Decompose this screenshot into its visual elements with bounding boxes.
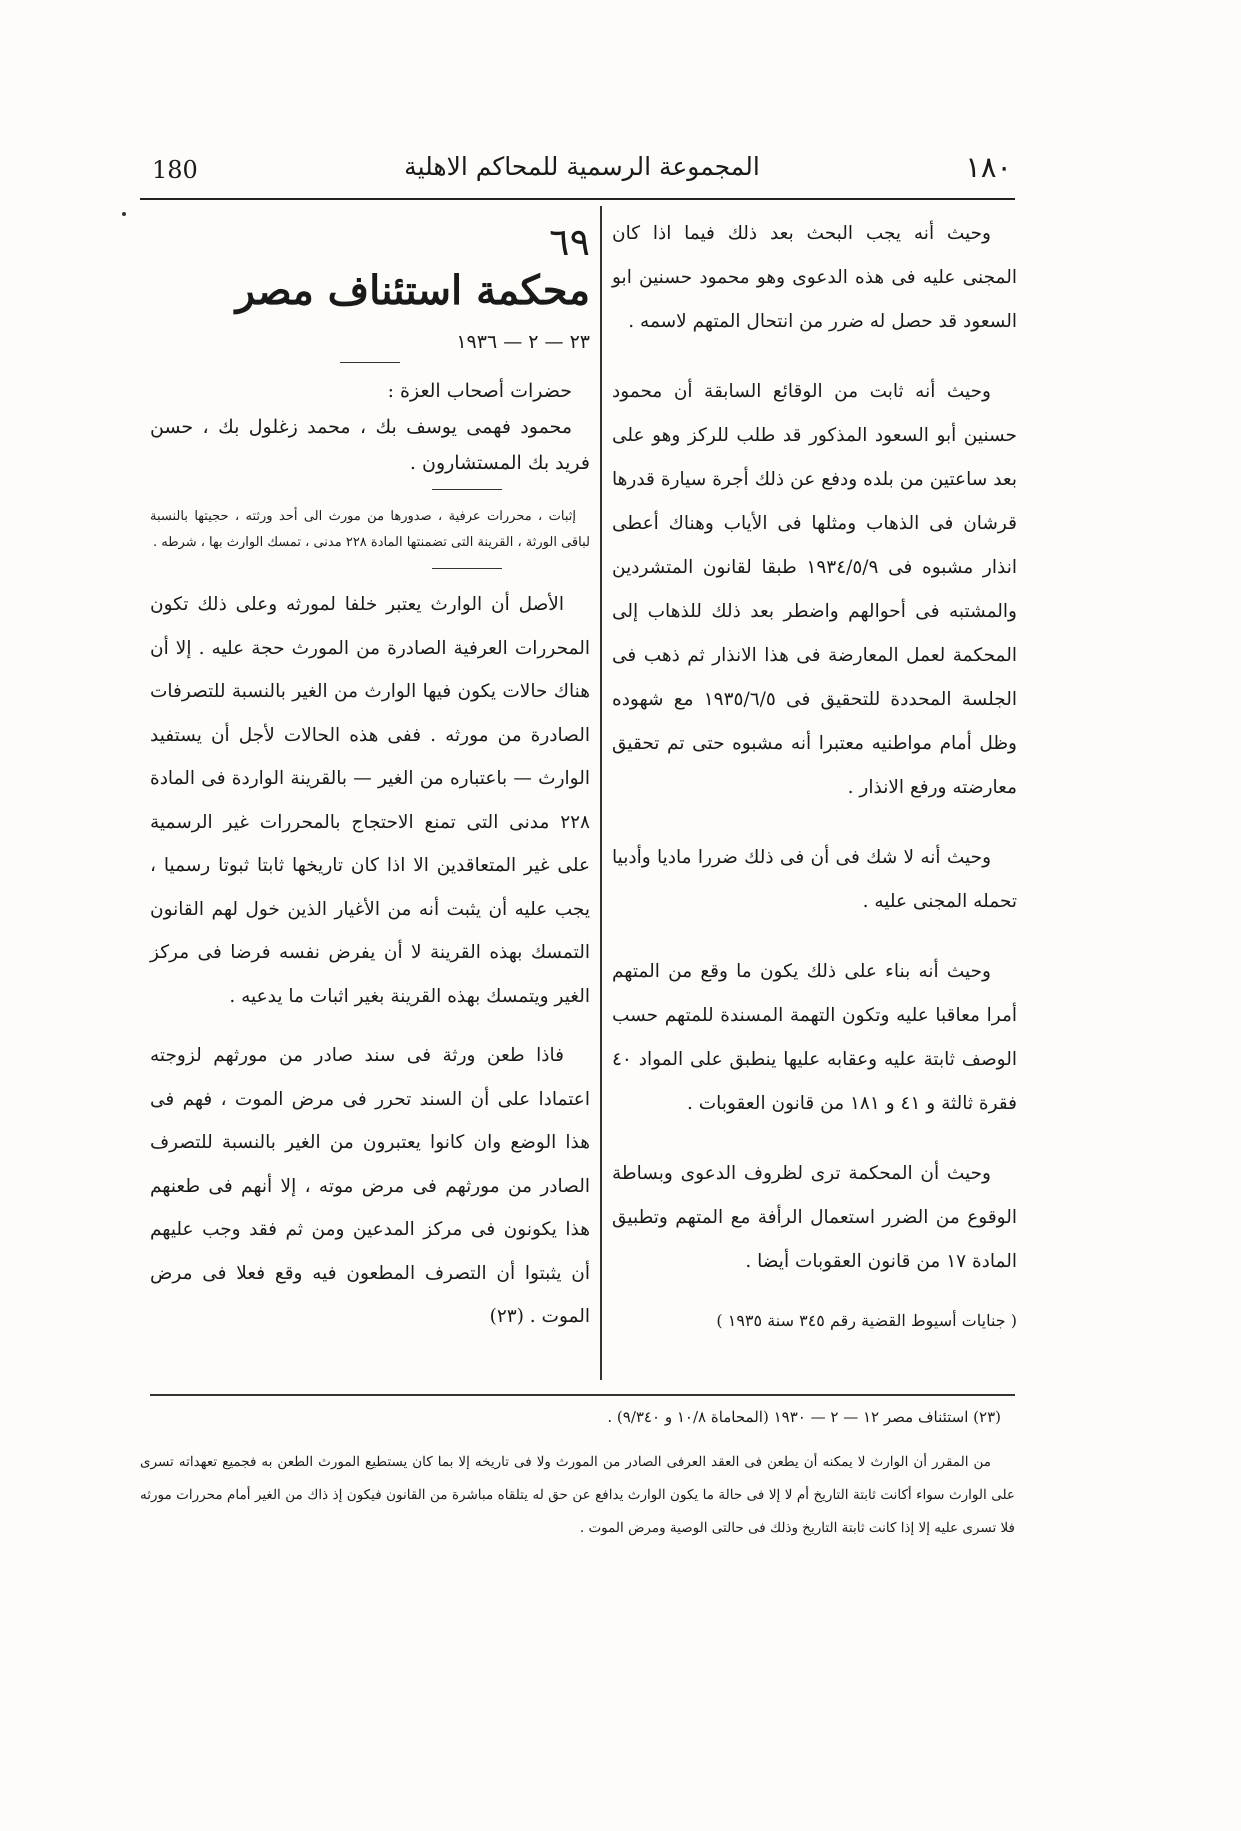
footnote-rule bbox=[150, 1394, 1015, 1396]
paragraph: وحيث أنه ثابت من الوقائع السابقة أن محمود حسنين أبو السعود المذكور قد طلب للركز وهو على بعد ساعتين من بلده ودفع عن ذلك أجرة سيارة قدرها قرشان فى الذهاب ومثلها فى الأياب وهناك أعطى انذار مشبوه فى ١٩٣٤/٥/٩ طبقا لقانون المتشردين والمشتبه فى أحوالهم واضطر بعد ذلك للذهاب إلى المحكمة لعمل المعارضة فى هذا الانذار ثم ذهب فى الجلسة المحددة للتحقيق فى ١٩٣٥/٦/٥ مع شهوده وظل أمام مواطنيه معتبرا أنه مشبوه حتى تم تحقيق معارضته ورفع الانذار . bbox=[612, 381, 1017, 798]
column-divider bbox=[600, 206, 602, 1380]
header-rule bbox=[140, 198, 1015, 200]
footnote-citation: (٢٣) استئناف مصر ١٢ — ٢ — ١٩٣٠ (المحاماة ١٠/٨ و ٩/٣٤٠) . bbox=[607, 1408, 1001, 1426]
left-column bbox=[150, 220, 590, 1355]
court-name: محكمة استئناف مصر bbox=[235, 267, 590, 314]
case-number: ٦٩ bbox=[549, 220, 590, 264]
right-column bbox=[612, 212, 1017, 1336]
margin-mark bbox=[122, 212, 126, 216]
paragraph: فاذا طعن ورثة فى سند صادر من مورثهم لزوجته اعتمادا على أن السند تحرر فى مرض الموت ، فهم فى هذا الوضع وان كانوا يعتبرون من الغير بالنسبة للتصرف الصادر من مورثهم فى مرض موته ، إلا أنهم فى طعنهم هذا يكونون فى مركز المدعين ومن ثم فقد وجب عليهم أن يثبتوا أن التصرف المطعون فيه وقع فعلا فى مرض الموت . (٢٣) bbox=[150, 1045, 590, 1327]
page-number-arabic: ١٨٠ bbox=[965, 150, 1012, 184]
paragraph: وحيث أنه يجب البحث بعد ذلك فيما اذا كان المجنى عليه فى هذه الدعوى وهو محمود حسنين ابو السعود قد حصل له ضرر من انتحال المتهم لاسمه . bbox=[612, 223, 1017, 332]
bench-label: حضرات أصحاب العزة : bbox=[387, 380, 572, 402]
judges-list: محمود فهمى يوسف بك ، محمد زغلول بك ، حسن فريد بك المستشارون . bbox=[150, 416, 590, 474]
paragraph: وحيث أنه بناء على ذلك يكون ما وقع من المتهم أمرا معاقبا عليه وتكون التهمة المسندة للمتهم حسب الوصف ثابتة عليه وعقابه عليها ينطبق على المواد ٤٠ فقرة ثالثة و ٤١ و ١٨١ من قانون العقوبات . bbox=[612, 961, 1017, 1114]
footnote-text: من المقرر أن الوارث لا يمكنه أن يطعن فى العقد العرفى الصادر من المورث ولا فى تاريخه إلا بما كان يستطيع المورث الطعن به فجميع تعهداته تسرى على الوارث سواء أكانت ثابتة التاريخ أم لا إلا فى حالة ما يكون الوارث يدافع عن حق له يتلقاه مباشرة من القانون فيكون إذ ذاك من الغير أمام محررات مورثه فلا تسرى عليه إلا إذا كانت ثابتة التاريخ وذلك فى حالتى الوصية ومرض الموت . bbox=[140, 1454, 1015, 1536]
paragraph: وحيث أنه لا شك فى أن فى ذلك ضررا ماديا وأدبيا تحمله المجنى عليه . bbox=[612, 847, 1017, 912]
running-title: المجموعة الرسمية للمحاكم الاهلية bbox=[404, 152, 760, 181]
page-number-latin: 180 bbox=[152, 156, 198, 184]
paragraph: الأصل أن الوارث يعتبر خلفا لمورثه وعلى ذلك تكون المحررات العرفية الصادرة من المورث حجة عليه . إلا أن هناك حالات يكون فيها الوارث من الغير بالنسبة للتصرفات الصادرة من مورثه . ففى هذه الحالات لأجل أن يستفيد الوارث — باعتباره من الغير — بالقرينة الواردة فى المادة ٢٢٨ مدنى التى تمنع الاحتجاج بالمحررات غير الرسمية على غير المتعاقدين الا اذا كان تاريخها ثابتا ثبوتا رسميا ، يجب عليه أن يثبت أنه من الأغيار الذين خول لهم القانون التمسك بهذه القرينة لا أن يفرض نفسه فرضا فى مركز الغير ويتمسك بهذه القرينة بغير اثبات ما يدعيه . bbox=[150, 594, 590, 1007]
divider bbox=[432, 568, 502, 569]
running-header bbox=[152, 150, 1012, 200]
case-date: ٢٣ — ٢ — ١٩٣٦ bbox=[456, 331, 590, 353]
divider bbox=[432, 489, 502, 490]
paragraph: وحيث أن المحكمة ترى لظروف الدعوى وبساطة الوقوع من الضرر استعمال الرأفة مع المتهم وتطبيق المادة ١٧ من قانون العقوبات أيضا . bbox=[612, 1163, 1017, 1272]
divider bbox=[340, 362, 400, 363]
case-reference: ( جنايات أسيوط القضية رقم ٣٤٥ سنة ١٩٣٥ ) bbox=[716, 1311, 1017, 1330]
headnote: إثبات ، محررات عرفية ، صدورها من مورث الى أحد ورثته ، حجيتها بالنسبة لباقى الورثة ، القرينة التى تضمنتها المادة ٢٢٨ مدنى ، تمسك الوارث بها ، شرطه . bbox=[150, 509, 590, 550]
